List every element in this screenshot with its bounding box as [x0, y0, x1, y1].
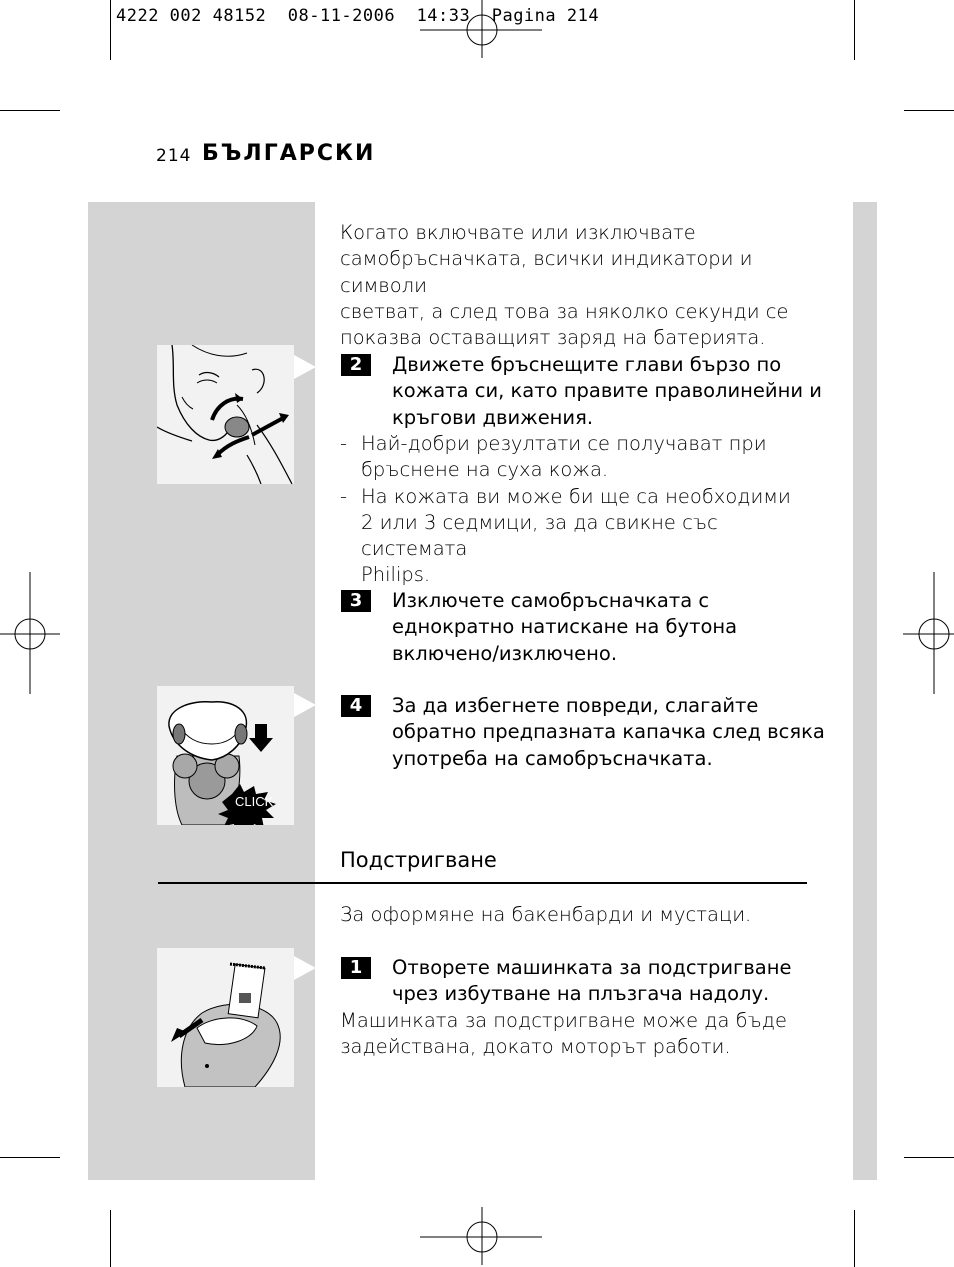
step-number-badge: 3 [341, 590, 371, 612]
step-number-badge: 1 [341, 957, 371, 979]
registration-mark-left [0, 572, 62, 697]
trimmer-illustration [157, 948, 294, 1087]
section-divider [158, 882, 807, 884]
page-title: БЪЛГАРСКИ [202, 141, 376, 166]
step-line: Движете бръснещите глави бързо по [392, 353, 782, 376]
bullet-item [340, 484, 820, 589]
intro-line: показва оставащият заряд на батерията. [340, 326, 766, 350]
bullet-line: Най-добри резултати се получават при [361, 432, 767, 455]
registration-mark-right [903, 572, 954, 697]
page-number: 214 [156, 146, 192, 166]
intro-line: Когато включвате или изключвате [340, 221, 696, 244]
trimmer-open-icon [157, 948, 294, 1087]
step-line: Отворете машинката за подстригване [392, 956, 792, 979]
shaving-illustration [157, 345, 294, 484]
click-label: CLICK [235, 794, 274, 809]
bullet-line: Philips. [361, 563, 431, 587]
illustration-pointer [294, 355, 316, 379]
protection-cap-illustration [157, 686, 294, 825]
bullet-line: бръснене на суха кожа. [361, 458, 609, 482]
intro-line: светват, а след това за няколко секунди се [340, 299, 789, 323]
step-number-badge: 4 [341, 695, 371, 717]
registration-mark-bottom [420, 1207, 545, 1267]
step-line: включено/изключено. [392, 641, 618, 665]
step-line: За да избегнете повреди, слагайте [392, 694, 759, 717]
step-line: обратно предпазната капачка след всяка [392, 720, 825, 744]
bullet-item [340, 431, 820, 484]
step-2-text [392, 352, 832, 431]
step-line: чрез избутване на плъзгача надолу. [392, 982, 770, 1006]
intro-paragraph [340, 220, 820, 351]
bullet-line: На кожата ви може би ще са необходими [361, 484, 791, 508]
step-3-text [392, 588, 832, 667]
bullet-list [340, 431, 820, 589]
step-line: кръгови движения. [392, 405, 594, 429]
step-line: кожата си, като правите праволинейни и [392, 379, 822, 403]
shaver-cap-icon [157, 686, 294, 825]
bullet-line: 2 или 3 седмици, за да свикне със системата [361, 510, 718, 561]
illustration-pointer [294, 956, 316, 980]
note-line: задействана, докато моторът работи. [340, 1035, 731, 1059]
bullet-dash: - [340, 484, 348, 508]
trimming-note [340, 1008, 820, 1061]
step-4-text [392, 693, 832, 772]
right-sidebar [853, 202, 877, 1180]
step-line: употреба на самобръсначката. [392, 746, 713, 770]
step-number-badge: 2 [341, 354, 371, 376]
registration-mark-top [420, 0, 545, 62]
trimming-step-1-text [392, 955, 832, 1008]
trimming-intro: За оформяне на бакенбарди и мустаци. [340, 903, 752, 926]
note-line: Машинката за подстригване може да бъде [340, 1009, 787, 1032]
section-title: Подстригване [340, 848, 497, 872]
intro-line: самобръсначката, всички индикатори и символи [340, 247, 753, 297]
bullet-dash: - [340, 432, 348, 455]
step-line: еднократно натискане на бутона [392, 615, 738, 639]
face-shaving-icon [157, 345, 294, 484]
print-header: 4222 002 48152 08-11-2006 14:33 Pagina 214 [116, 6, 600, 26]
illustration-pointer [294, 693, 316, 717]
step-line: Изключете самобръсначката с [392, 589, 710, 612]
